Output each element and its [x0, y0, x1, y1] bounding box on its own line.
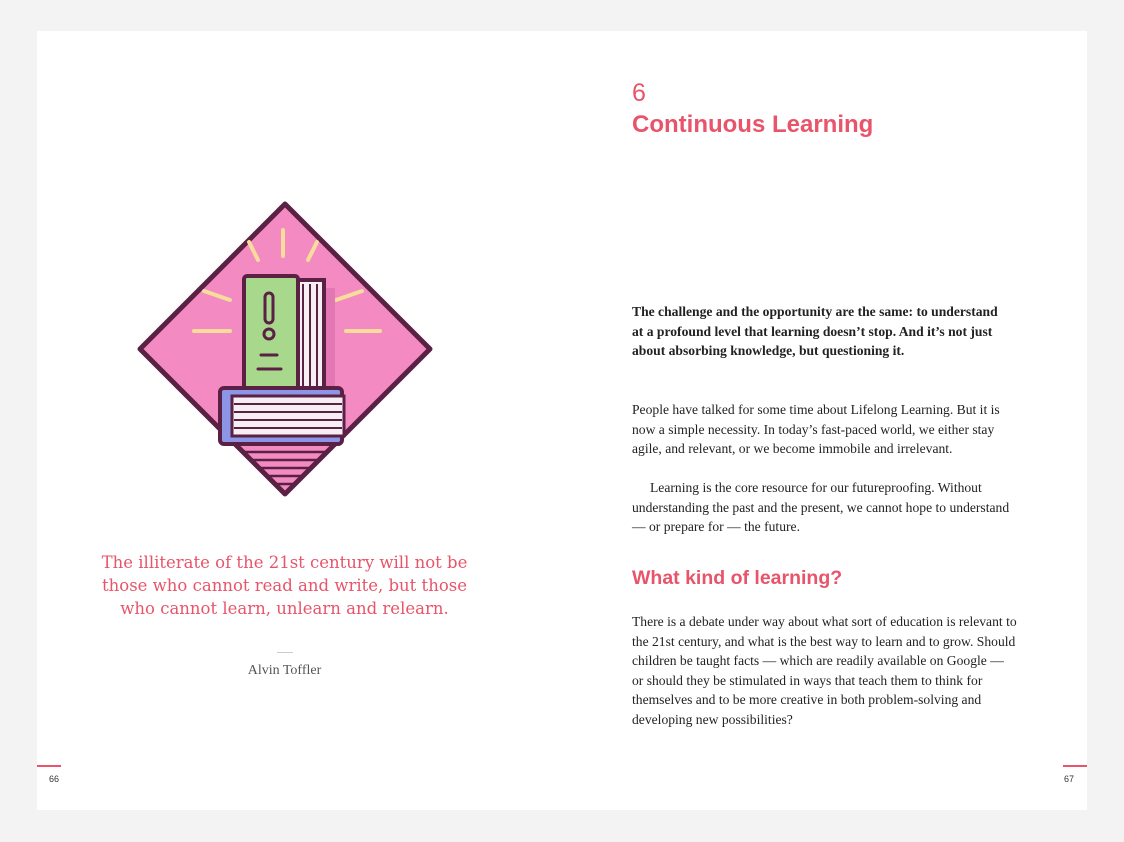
- right-page: [562, 31, 1087, 810]
- quote-divider: [277, 652, 293, 653]
- body-paragraph-3: There is a debate under way about what sort of education is relevant to the 21st century, and what is the best way to learn and to grow. Should children be taught facts — which are readily available on Google — or should they be stimulated in ways that teach them to think for themselves and to be more creative in both problem-solving and developing new possibilities?: [632, 614, 1017, 727]
- lead-paragraph: The challenge and the opportunity are the same: to understand at a profound level that learning doesn’t stop. And it’s not just about absorbing knowledge, but questioning it.: [632, 304, 998, 358]
- page-number-left: 66: [49, 774, 60, 784]
- folio-rule-left: [37, 765, 61, 767]
- section-heading: What kind of learning?: [632, 567, 843, 589]
- book-spread: [37, 31, 1087, 810]
- left-page: [37, 31, 562, 810]
- folio-rule-right: [1063, 765, 1087, 767]
- pull-quote: The illiterate of the 21st century will not be those who cannot read and write, but those who cannot learn, unlearn and relearn.: [101, 553, 468, 618]
- quote-author: Alvin Toffler: [247, 663, 322, 678]
- chapter-number: 6: [632, 79, 646, 107]
- book-exclamation-icon: [136, 200, 434, 498]
- body-paragraph-2: Learning is the core resource for our futureproofing. Without understanding the past and the present, we cannot hope to understand — or prepare for — the future.: [632, 480, 1010, 534]
- page-number-right: 67: [1064, 774, 1075, 784]
- body-paragraph-1: People have talked for some time about Lifelong Learning. But it is now a simple necessity. In today’s fast-paced world, we either stay agile, and relevant, or we become immobile and irrelevant.: [632, 402, 1000, 456]
- chapter-title: Continuous Learning: [632, 111, 874, 138]
